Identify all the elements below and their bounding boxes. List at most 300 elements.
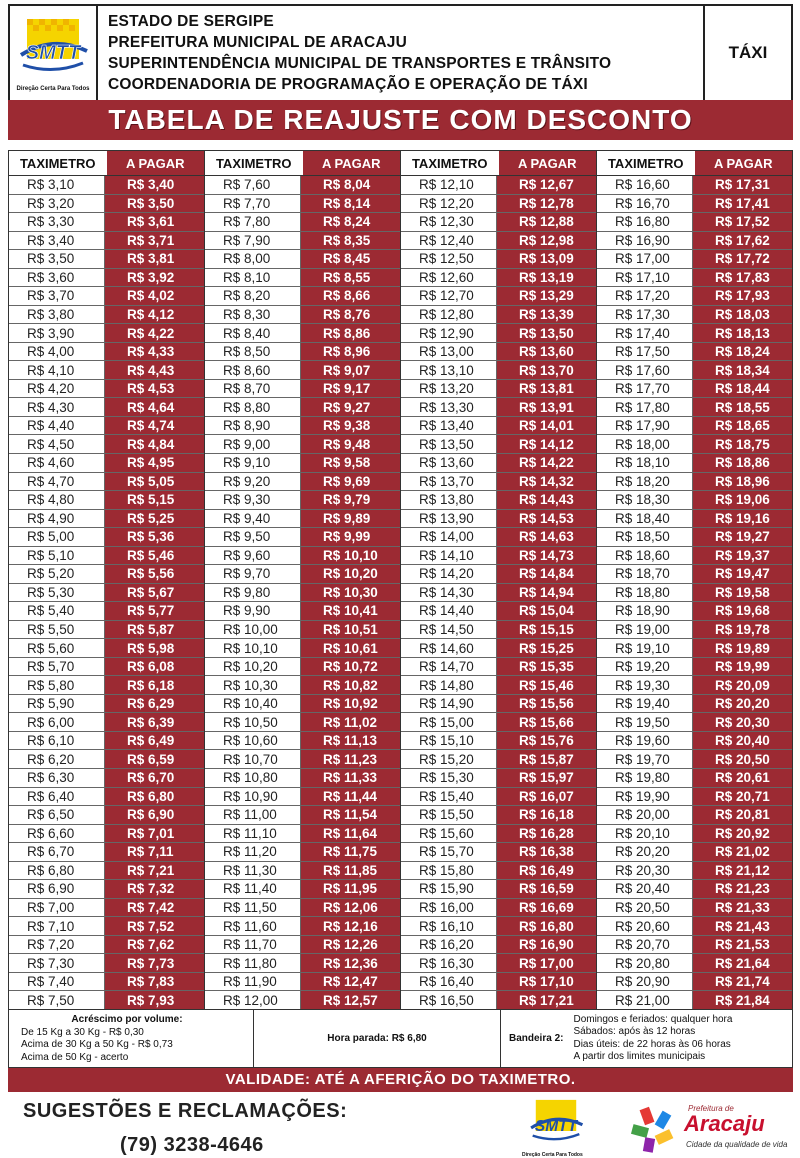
taximetro-value: R$ 3,20 bbox=[27, 195, 75, 211]
fare-rows bbox=[205, 176, 400, 1009]
table-row bbox=[205, 732, 400, 751]
a-pagar-value: R$ 10,72 bbox=[300, 658, 400, 676]
taximetro-value: R$ 17,60 bbox=[615, 362, 670, 378]
taximetro-value: R$ 11,30 bbox=[223, 862, 277, 878]
a-pagar-value: R$ 7,11 bbox=[104, 843, 204, 861]
taximetro-value: R$ 21,00 bbox=[615, 992, 670, 1008]
smtt-logo-box bbox=[10, 6, 98, 100]
a-pagar-value: R$ 15,66 bbox=[496, 713, 596, 731]
table-row bbox=[205, 565, 400, 584]
a-pagar-value: R$ 15,15 bbox=[496, 621, 596, 639]
table-row bbox=[9, 732, 204, 751]
hora-parada: Hora parada: R$ 6,80 bbox=[254, 1010, 501, 1067]
taximetro-value: R$ 10,60 bbox=[223, 733, 278, 749]
table-row bbox=[597, 936, 792, 955]
table-row bbox=[597, 398, 792, 417]
table-row bbox=[597, 232, 792, 251]
table-row bbox=[401, 473, 596, 492]
fare-group bbox=[205, 151, 401, 1009]
fare-rows bbox=[597, 176, 792, 1009]
taximetro-value: R$ 8,70 bbox=[223, 381, 271, 397]
taximetro-value: R$ 4,40 bbox=[27, 418, 75, 434]
bandeira-rule: Domingos e feriados: qualquer hora bbox=[573, 1013, 733, 1025]
a-pagar-value: R$ 16,80 bbox=[496, 917, 596, 935]
table-row bbox=[597, 658, 792, 677]
a-pagar-value: R$ 18,44 bbox=[692, 380, 792, 398]
bandeira-label: Bandeira 2: bbox=[509, 1033, 564, 1044]
taximetro-value: R$ 6,90 bbox=[27, 881, 75, 897]
a-pagar-value: R$ 3,40 bbox=[104, 176, 204, 194]
column-header-taximetro: TAXIMETRO bbox=[597, 151, 695, 175]
table-row bbox=[597, 825, 792, 844]
table-row bbox=[9, 621, 204, 640]
a-pagar-value: R$ 20,61 bbox=[692, 769, 792, 787]
table-row bbox=[401, 269, 596, 288]
smtt-tagline: Direção Certa Para Todos bbox=[16, 85, 90, 92]
smtt-logo-bottom bbox=[528, 1096, 584, 1152]
taximetro-value: R$ 10,70 bbox=[223, 751, 278, 767]
taximetro-value: R$ 7,60 bbox=[223, 177, 271, 193]
table-row bbox=[9, 788, 204, 807]
taximetro-value: R$ 5,00 bbox=[27, 529, 75, 545]
taximetro-value: R$ 3,50 bbox=[27, 251, 75, 267]
taximetro-value: R$ 13,00 bbox=[419, 344, 474, 360]
a-pagar-value: R$ 17,93 bbox=[692, 287, 792, 305]
a-pagar-value: R$ 4,22 bbox=[104, 324, 204, 342]
table-row bbox=[401, 565, 596, 584]
taximetro-value: R$ 13,70 bbox=[419, 473, 474, 489]
table-row bbox=[597, 380, 792, 399]
a-pagar-value: R$ 17,00 bbox=[496, 954, 596, 972]
table-row bbox=[597, 435, 792, 454]
taximetro-value: R$ 7,70 bbox=[223, 195, 271, 211]
a-pagar-value: R$ 20,40 bbox=[692, 732, 792, 750]
a-pagar-value: R$ 6,59 bbox=[104, 750, 204, 768]
table-row bbox=[401, 658, 596, 677]
taximetro-value: R$ 9,40 bbox=[223, 510, 271, 526]
phone-number[interactable]: (79) 3238-4646 bbox=[120, 1134, 264, 1156]
a-pagar-value: R$ 13,70 bbox=[496, 361, 596, 379]
page-title: TABELA DE REAJUSTE COM DESCONTO bbox=[8, 100, 793, 140]
a-pagar-value: R$ 11,85 bbox=[300, 862, 400, 880]
table-row bbox=[9, 435, 204, 454]
taximetro-value: R$ 13,20 bbox=[419, 381, 474, 397]
table-row bbox=[205, 843, 400, 862]
taximetro-value: R$ 4,30 bbox=[27, 399, 75, 415]
taximetro-value: R$ 5,60 bbox=[27, 640, 75, 656]
a-pagar-value: R$ 16,07 bbox=[496, 788, 596, 806]
a-pagar-value: R$ 9,38 bbox=[300, 417, 400, 435]
taximetro-value: R$ 8,60 bbox=[223, 362, 271, 378]
table-row bbox=[9, 269, 204, 288]
taximetro-value: R$ 4,70 bbox=[27, 473, 75, 489]
taximetro-value: R$ 4,50 bbox=[27, 436, 75, 452]
table-row bbox=[205, 676, 400, 695]
a-pagar-value: R$ 4,64 bbox=[104, 398, 204, 416]
table-row bbox=[597, 250, 792, 269]
column-header-a-pagar: A PAGAR bbox=[107, 151, 205, 175]
table-row bbox=[401, 287, 596, 306]
a-pagar-value: R$ 18,13 bbox=[692, 324, 792, 342]
taximetro-value: R$ 16,50 bbox=[419, 992, 474, 1008]
table-row bbox=[401, 528, 596, 547]
table-row bbox=[205, 454, 400, 473]
a-pagar-value: R$ 8,35 bbox=[300, 232, 400, 250]
taximetro-value: R$ 15,10 bbox=[419, 733, 474, 749]
a-pagar-value: R$ 19,99 bbox=[692, 658, 792, 676]
taximetro-value: R$ 17,90 bbox=[615, 418, 670, 434]
taximetro-value: R$ 7,10 bbox=[27, 918, 75, 934]
table-row bbox=[205, 880, 400, 899]
taximetro-value: R$ 7,80 bbox=[223, 214, 271, 230]
taximetro-value: R$ 16,60 bbox=[615, 177, 670, 193]
a-pagar-value: R$ 12,26 bbox=[300, 936, 400, 954]
a-pagar-value: R$ 5,87 bbox=[104, 621, 204, 639]
taximetro-value: R$ 16,80 bbox=[615, 214, 670, 230]
table-row bbox=[401, 732, 596, 751]
taximetro-value: R$ 13,40 bbox=[419, 418, 474, 434]
column-header-row bbox=[9, 151, 204, 176]
taximetro-value: R$ 17,00 bbox=[615, 251, 670, 267]
table-row bbox=[597, 991, 792, 1009]
a-pagar-value: R$ 9,89 bbox=[300, 510, 400, 528]
table-row bbox=[597, 306, 792, 325]
taximetro-value: R$ 18,70 bbox=[615, 566, 670, 582]
taximetro-value: R$ 20,80 bbox=[615, 955, 670, 971]
table-row bbox=[401, 936, 596, 955]
table-row bbox=[401, 491, 596, 510]
a-pagar-value: R$ 12,16 bbox=[300, 917, 400, 935]
taximetro-value: R$ 6,00 bbox=[27, 714, 75, 730]
taximetro-value: R$ 9,90 bbox=[223, 603, 271, 619]
taximetro-value: R$ 20,30 bbox=[615, 862, 670, 878]
a-pagar-value: R$ 18,86 bbox=[692, 454, 792, 472]
a-pagar-value: R$ 3,92 bbox=[104, 269, 204, 287]
taximetro-value: R$ 12,50 bbox=[419, 251, 474, 267]
table-row bbox=[205, 343, 400, 362]
taximetro-value: R$ 20,40 bbox=[615, 881, 670, 897]
column-header-taximetro: TAXIMETRO bbox=[401, 151, 499, 175]
a-pagar-value: R$ 4,95 bbox=[104, 454, 204, 472]
table-row bbox=[401, 769, 596, 788]
a-pagar-value: R$ 9,99 bbox=[300, 528, 400, 546]
a-pagar-value: R$ 13,19 bbox=[496, 269, 596, 287]
table-row bbox=[9, 510, 204, 529]
a-pagar-value: R$ 5,67 bbox=[104, 584, 204, 602]
a-pagar-value: R$ 6,49 bbox=[104, 732, 204, 750]
a-pagar-value: R$ 5,15 bbox=[104, 491, 204, 509]
taximetro-value: R$ 12,40 bbox=[419, 232, 474, 248]
taximetro-value: R$ 18,90 bbox=[615, 603, 670, 619]
taximetro-value: R$ 14,60 bbox=[419, 640, 474, 656]
table-row bbox=[205, 602, 400, 621]
table-row bbox=[597, 732, 792, 751]
taximetro-value: R$ 11,70 bbox=[223, 937, 277, 953]
a-pagar-value: R$ 21,33 bbox=[692, 899, 792, 917]
taximetro-value: R$ 14,70 bbox=[419, 659, 474, 675]
table-row bbox=[205, 213, 400, 232]
table-row bbox=[401, 843, 596, 862]
a-pagar-value: R$ 9,17 bbox=[300, 380, 400, 398]
org-line: ESTADO DE SERGIPE bbox=[108, 13, 274, 30]
org-line: PREFEITURA MUNICIPAL DE ARACAJU bbox=[108, 34, 407, 51]
taximetro-value: R$ 5,90 bbox=[27, 696, 75, 712]
table-row bbox=[9, 899, 204, 918]
a-pagar-value: R$ 10,30 bbox=[300, 584, 400, 602]
taximetro-value: R$ 20,20 bbox=[615, 844, 670, 860]
taximetro-value: R$ 3,10 bbox=[27, 177, 75, 193]
a-pagar-value: R$ 14,43 bbox=[496, 491, 596, 509]
a-pagar-value: R$ 16,59 bbox=[496, 880, 596, 898]
a-pagar-value: R$ 19,78 bbox=[692, 621, 792, 639]
a-pagar-value: R$ 9,27 bbox=[300, 398, 400, 416]
taximetro-value: R$ 6,40 bbox=[27, 788, 75, 804]
a-pagar-value: R$ 21,53 bbox=[692, 936, 792, 954]
taximetro-value: R$ 5,50 bbox=[27, 622, 75, 638]
table-row bbox=[205, 398, 400, 417]
table-row bbox=[401, 917, 596, 936]
a-pagar-value: R$ 20,09 bbox=[692, 676, 792, 694]
table-row bbox=[205, 991, 400, 1009]
table-row bbox=[9, 361, 204, 380]
a-pagar-value: R$ 8,14 bbox=[300, 195, 400, 213]
table-row bbox=[597, 639, 792, 658]
a-pagar-value: R$ 8,86 bbox=[300, 324, 400, 342]
a-pagar-value: R$ 21,12 bbox=[692, 862, 792, 880]
a-pagar-value: R$ 14,32 bbox=[496, 473, 596, 491]
taximetro-value: R$ 18,60 bbox=[615, 547, 670, 563]
table-row bbox=[205, 750, 400, 769]
taximetro-value: R$ 12,60 bbox=[419, 269, 474, 285]
a-pagar-value: R$ 20,30 bbox=[692, 713, 792, 731]
table-row bbox=[205, 250, 400, 269]
a-pagar-value: R$ 15,87 bbox=[496, 750, 596, 768]
table-row bbox=[9, 324, 204, 343]
table-row bbox=[597, 343, 792, 362]
taximetro-value: R$ 7,50 bbox=[27, 992, 75, 1008]
table-row bbox=[401, 454, 596, 473]
a-pagar-value: R$ 6,70 bbox=[104, 769, 204, 787]
prefeitura-small: Prefeitura de bbox=[688, 1104, 734, 1113]
table-row bbox=[597, 547, 792, 566]
a-pagar-value: R$ 12,78 bbox=[496, 195, 596, 213]
table-row bbox=[9, 676, 204, 695]
a-pagar-value: R$ 21,23 bbox=[692, 880, 792, 898]
table-row bbox=[205, 862, 400, 881]
a-pagar-value: R$ 8,55 bbox=[300, 269, 400, 287]
a-pagar-value: R$ 4,33 bbox=[104, 343, 204, 361]
a-pagar-value: R$ 10,41 bbox=[300, 602, 400, 620]
table-row bbox=[9, 954, 204, 973]
taximetro-value: R$ 10,80 bbox=[223, 770, 278, 786]
table-row bbox=[9, 991, 204, 1009]
taximetro-value: R$ 17,30 bbox=[615, 306, 670, 322]
taximetro-value: R$ 19,80 bbox=[615, 770, 670, 786]
taximetro-value: R$ 16,70 bbox=[615, 195, 670, 211]
volume-title: Acréscimo por volume: bbox=[71, 1014, 183, 1025]
a-pagar-value: R$ 21,02 bbox=[692, 843, 792, 861]
taximetro-value: R$ 4,20 bbox=[27, 381, 75, 397]
taximetro-value: R$ 3,40 bbox=[27, 232, 75, 248]
taximetro-value: R$ 11,50 bbox=[223, 899, 277, 915]
table-row bbox=[9, 287, 204, 306]
a-pagar-value: R$ 3,61 bbox=[104, 213, 204, 231]
a-pagar-value: R$ 4,02 bbox=[104, 287, 204, 305]
taximetro-value: R$ 8,30 bbox=[223, 306, 271, 322]
table-row bbox=[597, 695, 792, 714]
a-pagar-value: R$ 3,50 bbox=[104, 195, 204, 213]
a-pagar-value: R$ 16,49 bbox=[496, 862, 596, 880]
taximetro-value: R$ 10,00 bbox=[223, 622, 278, 638]
volume-surcharge bbox=[9, 1010, 254, 1067]
taximetro-value: R$ 18,30 bbox=[615, 492, 670, 508]
taximetro-value: R$ 9,30 bbox=[223, 492, 271, 508]
table-row bbox=[205, 473, 400, 492]
a-pagar-value: R$ 5,25 bbox=[104, 510, 204, 528]
table-row bbox=[205, 176, 400, 195]
taximetro-value: R$ 20,70 bbox=[615, 937, 670, 953]
table-row bbox=[401, 306, 596, 325]
a-pagar-value: R$ 17,21 bbox=[496, 991, 596, 1009]
taximetro-value: R$ 13,90 bbox=[419, 510, 474, 526]
table-row bbox=[401, 621, 596, 640]
table-row bbox=[401, 825, 596, 844]
taximetro-value: R$ 12,30 bbox=[419, 214, 474, 230]
a-pagar-value: R$ 16,69 bbox=[496, 899, 596, 917]
a-pagar-value: R$ 19,06 bbox=[692, 491, 792, 509]
a-pagar-value: R$ 8,76 bbox=[300, 306, 400, 324]
table-row bbox=[9, 195, 204, 214]
a-pagar-value: R$ 5,46 bbox=[104, 547, 204, 565]
a-pagar-value: R$ 9,58 bbox=[300, 454, 400, 472]
a-pagar-value: R$ 11,54 bbox=[300, 806, 400, 824]
table-row bbox=[205, 287, 400, 306]
table-row bbox=[597, 713, 792, 732]
column-header-row bbox=[401, 151, 596, 176]
table-row bbox=[597, 750, 792, 769]
a-pagar-value: R$ 6,39 bbox=[104, 713, 204, 731]
table-row bbox=[205, 769, 400, 788]
taximetro-value: R$ 19,10 bbox=[615, 640, 670, 656]
column-header-taximetro: TAXIMETRO bbox=[9, 151, 107, 175]
a-pagar-value: R$ 14,12 bbox=[496, 435, 596, 453]
taximetro-value: R$ 18,80 bbox=[615, 584, 670, 600]
a-pagar-value: R$ 12,57 bbox=[300, 991, 400, 1009]
taximetro-value: R$ 18,20 bbox=[615, 473, 670, 489]
fare-table bbox=[8, 150, 793, 1010]
table-row bbox=[401, 954, 596, 973]
table-row bbox=[9, 565, 204, 584]
table-row bbox=[401, 250, 596, 269]
a-pagar-value: R$ 18,55 bbox=[692, 398, 792, 416]
table-row bbox=[597, 602, 792, 621]
table-row bbox=[401, 232, 596, 251]
table-row bbox=[9, 695, 204, 714]
smtt-logo-text: SMTT bbox=[534, 1118, 578, 1135]
taximetro-value: R$ 3,30 bbox=[27, 214, 75, 230]
table-row bbox=[205, 269, 400, 288]
fare-rows bbox=[9, 176, 204, 1009]
table-row bbox=[205, 306, 400, 325]
table-row bbox=[401, 213, 596, 232]
table-row bbox=[9, 343, 204, 362]
taximetro-value: R$ 3,60 bbox=[27, 269, 75, 285]
table-row bbox=[9, 528, 204, 547]
a-pagar-value: R$ 18,24 bbox=[692, 343, 792, 361]
bandeira-rule: Sábados: após às 12 horas bbox=[573, 1026, 696, 1038]
a-pagar-value: R$ 13,29 bbox=[496, 287, 596, 305]
table-row bbox=[205, 417, 400, 436]
taximetro-value: R$ 16,90 bbox=[615, 232, 670, 248]
table-row bbox=[9, 491, 204, 510]
taximetro-value: R$ 7,30 bbox=[27, 955, 75, 971]
smtt-logo bbox=[17, 15, 89, 85]
column-header-row bbox=[205, 151, 400, 176]
taximetro-value: R$ 14,30 bbox=[419, 584, 474, 600]
a-pagar-value: R$ 17,10 bbox=[496, 973, 596, 991]
table-row bbox=[401, 862, 596, 881]
taximetro-value: R$ 15,00 bbox=[419, 714, 474, 730]
a-pagar-value: R$ 14,94 bbox=[496, 584, 596, 602]
a-pagar-value: R$ 9,07 bbox=[300, 361, 400, 379]
table-row bbox=[597, 621, 792, 640]
table-row bbox=[401, 973, 596, 992]
table-row bbox=[597, 287, 792, 306]
table-row bbox=[401, 899, 596, 918]
table-row bbox=[9, 862, 204, 881]
table-row bbox=[597, 491, 792, 510]
taximetro-value: R$ 9,50 bbox=[223, 529, 271, 545]
table-row bbox=[401, 417, 596, 436]
taximetro-value: R$ 12,80 bbox=[419, 306, 474, 322]
taximetro-value: R$ 17,80 bbox=[615, 399, 670, 415]
a-pagar-value: R$ 18,75 bbox=[692, 435, 792, 453]
table-row bbox=[597, 862, 792, 881]
taximetro-value: R$ 10,10 bbox=[223, 640, 278, 656]
table-row bbox=[205, 621, 400, 640]
taximetro-value: R$ 14,80 bbox=[419, 677, 474, 693]
table-row bbox=[401, 695, 596, 714]
fare-group bbox=[9, 151, 205, 1009]
fare-group bbox=[597, 151, 792, 1009]
a-pagar-value: R$ 11,75 bbox=[300, 843, 400, 861]
table-row bbox=[205, 954, 400, 973]
a-pagar-value: R$ 7,01 bbox=[104, 825, 204, 843]
taximetro-value: R$ 15,60 bbox=[419, 825, 474, 841]
taximetro-value: R$ 20,50 bbox=[615, 899, 670, 915]
table-row bbox=[597, 788, 792, 807]
taximetro-value: R$ 19,50 bbox=[615, 714, 670, 730]
taximetro-value: R$ 6,70 bbox=[27, 844, 75, 860]
a-pagar-value: R$ 12,98 bbox=[496, 232, 596, 250]
taximetro-value: R$ 3,80 bbox=[27, 306, 75, 322]
taximetro-value: R$ 20,10 bbox=[615, 825, 670, 841]
taximetro-value: R$ 18,00 bbox=[615, 436, 670, 452]
a-pagar-value: R$ 5,98 bbox=[104, 639, 204, 657]
table-row bbox=[401, 788, 596, 807]
a-pagar-value: R$ 11,64 bbox=[300, 825, 400, 843]
table-row bbox=[401, 343, 596, 362]
a-pagar-value: R$ 13,60 bbox=[496, 343, 596, 361]
taximetro-value: R$ 14,40 bbox=[419, 603, 474, 619]
taxi-label: TÁXI bbox=[703, 6, 791, 100]
taximetro-value: R$ 11,60 bbox=[223, 918, 277, 934]
org-line: COORDENADORIA DE PROGRAMAÇÃO E OPERAÇÃO DE TÁXI bbox=[108, 76, 588, 93]
table-row bbox=[597, 917, 792, 936]
a-pagar-value: R$ 20,20 bbox=[692, 695, 792, 713]
table-row bbox=[9, 750, 204, 769]
bandeira-rule: Dias úteis: de 22 horas às 06 horas bbox=[573, 1038, 731, 1050]
